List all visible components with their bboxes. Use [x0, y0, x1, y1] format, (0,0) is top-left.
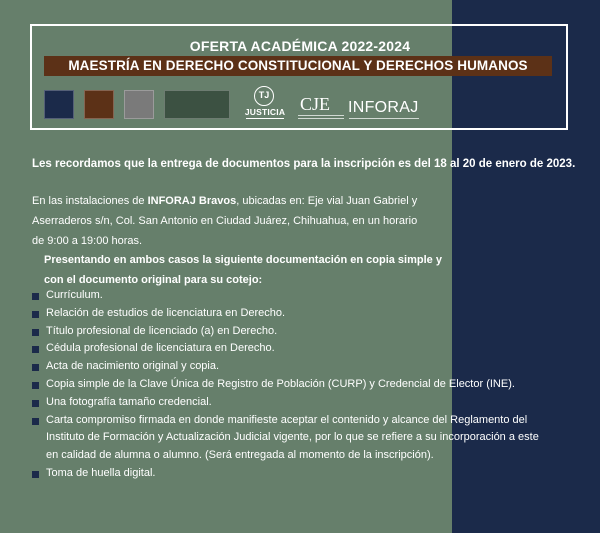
- color-swatch-gray: [124, 90, 154, 119]
- square-bullet-icon: [32, 293, 39, 300]
- documents-list: [32, 287, 552, 483]
- program-title-banner: MAESTRÍA EN DERECHO CONSTITUCIONAL Y DERECHOS HUMANOS: [44, 56, 552, 76]
- inforaj-logo: [348, 99, 422, 125]
- justicia-seal-icon: TJ: [254, 86, 274, 106]
- location-prefix: En las instalaciones de: [32, 195, 148, 207]
- location-paragraph: [32, 191, 432, 251]
- square-bullet-icon: [32, 364, 39, 371]
- registration-dates-notice: Les recordamos que la entrega de documentos para la inscripción es del 18 al 20 de enero de 2023.: [32, 158, 576, 170]
- square-bullet-icon: [32, 329, 39, 336]
- cje-logo-text: CJE: [300, 94, 331, 114]
- square-bullet-icon: [32, 382, 39, 389]
- square-bullet-icon: [32, 311, 39, 318]
- color-swatch-navy: [44, 90, 74, 119]
- square-bullet-icon: [32, 418, 39, 425]
- documentation-intro: Presentando en ambos casos la siguiente documentación en copia simple y con el documento original para su cotejo:: [44, 254, 442, 286]
- justicia-logo-rule: [246, 118, 284, 119]
- square-bullet-icon: [32, 346, 39, 353]
- list-item: Toma de huella digital.: [32, 465, 552, 483]
- color-swatch-brown: [84, 90, 114, 119]
- justicia-logo-text: JUSTICIA: [244, 107, 286, 117]
- list-item: Relación de estudios de licenciatura en Derecho.: [32, 305, 552, 323]
- offer-title: OFERTA ACADÉMICA 2022-2024: [189, 38, 411, 54]
- square-bullet-icon: [32, 471, 39, 478]
- list-item: Título profesional de licenciado (a) en Derecho.: [32, 323, 552, 341]
- square-bullet-icon: [32, 400, 39, 407]
- inforaj-logo-rule: [349, 118, 419, 119]
- inforaj-logo-text: INFORAJ: [348, 99, 419, 116]
- justicia-logo: [244, 86, 286, 124]
- list-item: Acta de nacimiento original y copia.: [32, 358, 552, 376]
- list-item: Currículum.: [32, 287, 552, 305]
- cje-logo-rule: [298, 115, 344, 119]
- cje-logo: [298, 94, 344, 124]
- list-item: Cédula profesional de licenciatura en Derecho.: [32, 340, 552, 358]
- location-details: , ubicadas en: Eje vial Juan Gabriel y Aserraderos s/n, Col. San Antonio en Ciudad Juárez, Chihuahua, en un horario de 9:00 a 19:00 horas.: [32, 195, 418, 247]
- list-item: Carta compromiso firmada en donde manifieste aceptar el contenido y alcance del Reglamento del Instituto de Formación y Actualización Judicial vigente, por lo que se refiere a su incorporación a este en calidad de alumna o alumno. (Será entregada al momento de la inscripción).: [32, 412, 552, 465]
- color-swatch-dark-green: [164, 90, 230, 119]
- list-item: Copia simple de la Clave Única de Registro de Población (CURP) y Credencial de Elector (INE).: [32, 376, 552, 394]
- list-item: Una fotografía tamaño credencial.: [32, 394, 552, 412]
- location-name: INFORAJ Bravos: [147, 195, 237, 207]
